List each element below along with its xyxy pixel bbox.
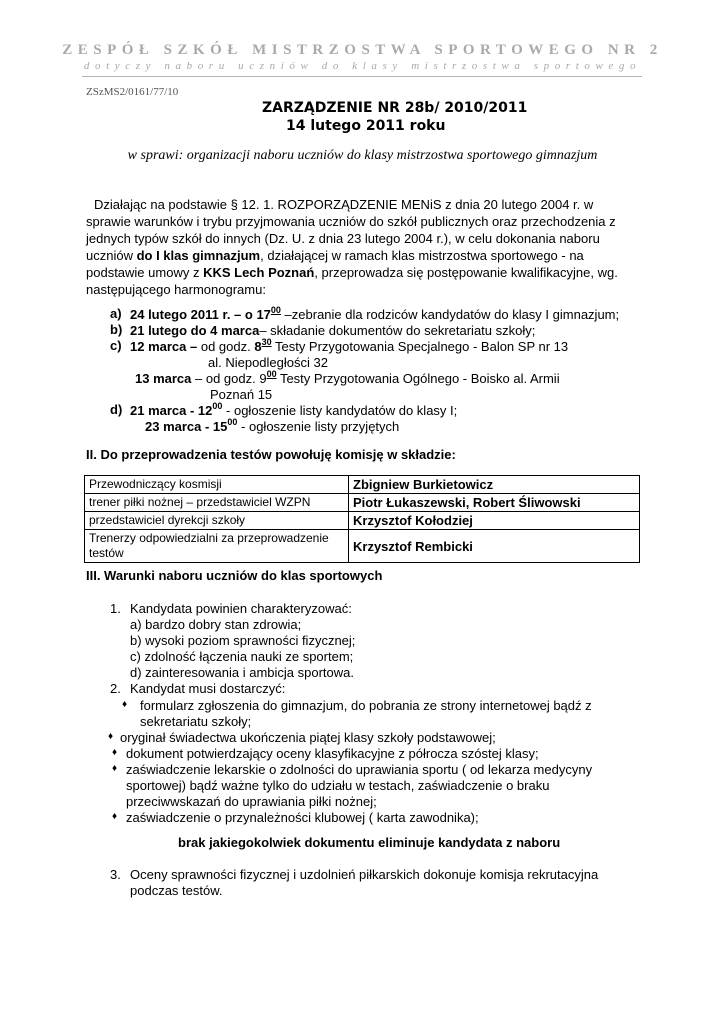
list-item: sekretariatu szkoły; [140,714,252,729]
table-row [85,494,640,512]
schedule-label: d) [110,402,123,417]
schedule-label: b) [110,322,123,337]
table-row [85,530,640,563]
list-number: 2. [110,681,121,696]
commission-table [84,475,640,563]
list-item: formularz zgłoszenia do gimnazjum, do pobrania ze strony internetowej bądź z [140,698,592,713]
schedule-item-d2: 23 marca - $15^{00}$ - ogłoszenie listy przyjętych [145,417,400,434]
list-item: Kandydat musi dostarczyć: [130,681,286,696]
document-title: ZARZĄDZENIE NR 28b/ 2010/2011 [262,100,528,116]
intro-line: jednych typów szkół do innych (Dz. U. z dnia 23 lutego 2004 r.), w celu dokonania naboru [86,231,600,246]
reference-number: ZSzMS2/0161/77/10 [86,86,179,98]
schedule-item-b: 21 lutego do 4 marca– składanie dokumentów do sekretariatu szkoły; [130,323,536,338]
diamond-bullet-icon: ♦ [112,747,118,758]
role-cell: Trenerzy odpowiedzialni za przeprowadzenie testów [85,530,349,563]
intro-line: uczniów do I klas gimnazjum, działającej w ramach klas mistrzostwa sportowego - na [86,248,584,263]
intro-line: Działając na podstawie § 12. 1. ROZPORZĄDZENIE MENiS z dnia 20 lutego 2004 r. w [94,197,594,212]
schedule-item-c2: 13 marca – od godz. $9^{00}$ Testy Przygotowania Ogólnego - Boisko al. Armii [135,369,560,386]
name-cell: Krzysztof Rembicki [349,530,640,563]
schedule-item-d: 21 marca - $12^{00}$ - ogłoszenie listy kandydatów do klasy I; [130,401,458,418]
role-cell: trener piłki nożnej – przedstawiciel WZPN [85,494,349,512]
document-date: 14 lutego 2011 roku [286,118,446,134]
role-cell: Przewodniczący kosmisji [85,476,349,494]
list-number: 3. [110,867,121,882]
name-cell: Zbigniew Burkietowicz [349,476,640,494]
list-item: zaświadczenie lekarskie o zdolności do uprawiania sportu ( od lekarza medycyny [126,762,593,777]
table-row [85,476,640,494]
list-item: a) bardzo dobry stan zdrowia; [130,617,302,632]
diamond-bullet-icon: ♦ [108,731,114,742]
list-number: 1. [110,601,121,616]
list-item: c) zdolność łączenia nauki ze sportem; [130,649,354,664]
document-subject: w sprawi: organizacji naboru uczniów do klasy mistrzostwa sportowego gimnazjum [127,148,598,163]
role-cell: przedstawiciel dyrekcji szkoły [85,512,349,530]
list-item: b) wysoki poziom sprawności fizycznej; [130,633,356,648]
intro-line: podstawie umowy z KKS Lech Poznań, przeprowadza się postępowanie kwalifikacyjne, wg. [86,265,618,280]
name-cell: Piotr Łukaszewski, Robert Śliwowski [349,494,640,512]
diamond-bullet-icon: ♦ [112,763,118,774]
name-cell: Krzysztof Kołodziej [349,512,640,530]
list-item: Kandydata powinien charakteryzować: [130,601,352,616]
list-item: zaświadczenie o przynależności klubowej ( karta zawodnika); [126,810,479,825]
list-item: podczas testów. [130,883,223,898]
list-item: przeciwwskazań do uprawiania piłki nożnej; [126,794,377,809]
section-3-heading: III. Warunki naboru uczniów do klas sportowych [86,568,383,583]
list-item: oryginał świadectwa ukończenia piątej klasy szkoły podstawowej; [120,730,496,745]
list-item: sportowej) bądź ważne tylko do udziału w testach, zaświadczenie o braku [126,778,550,793]
schedule-address: Poznań 15 [210,387,273,402]
schedule-address: al. Niepodległości 32 [208,355,328,370]
list-item: d) zainteresowania i ambicja sportowa. [130,665,354,680]
schedule-label: c) [110,338,122,353]
schedule-label: a) [110,306,122,321]
schedule-item-a: 24 lutego 2011 r. – o $17^{00}$ –zebranie dla rodziców kandydatów do klasy I gimnazjum; [130,305,620,322]
intro-line: następującego harmonogramu: [86,282,266,297]
missing-document-notice: brak jakiegokolwiek dokumentu eliminuje kandydata z naboru [178,835,561,850]
table-row [85,512,640,530]
intro-line: sprawie warunków i trybu przyjmowania uczniów do szkół publicznych oraz przechodzenia z [86,214,616,229]
school-name-header: ZESPÓŁ SZKÓŁ MISTRZOSTWA SPORTOWEGO NR 2 [62,42,663,58]
section-2-heading: II. Do przeprowadzenia testów powołuję komisję w składzie: [86,447,456,462]
header-divider [82,76,642,77]
diamond-bullet-icon: ♦ [122,699,128,710]
list-item: Oceny sprawności fizycznej i uzdolnień piłkarskich dokonuje komisja rekrutacyjna [130,867,599,882]
list-item: dokument potwierdzający oceny klasyfikacyjne z półrocza szóstej klasy; [126,746,539,761]
header-subtitle: dotyczy naboru uczniów do klasy mistrzostwa sportowego [83,60,642,72]
diamond-bullet-icon: ♦ [112,811,118,822]
schedule-item-c: 12 marca – od godz. $8^{30}$ Testy Przygotowania Specjalnego - Balon SP nr 13 [130,337,569,354]
